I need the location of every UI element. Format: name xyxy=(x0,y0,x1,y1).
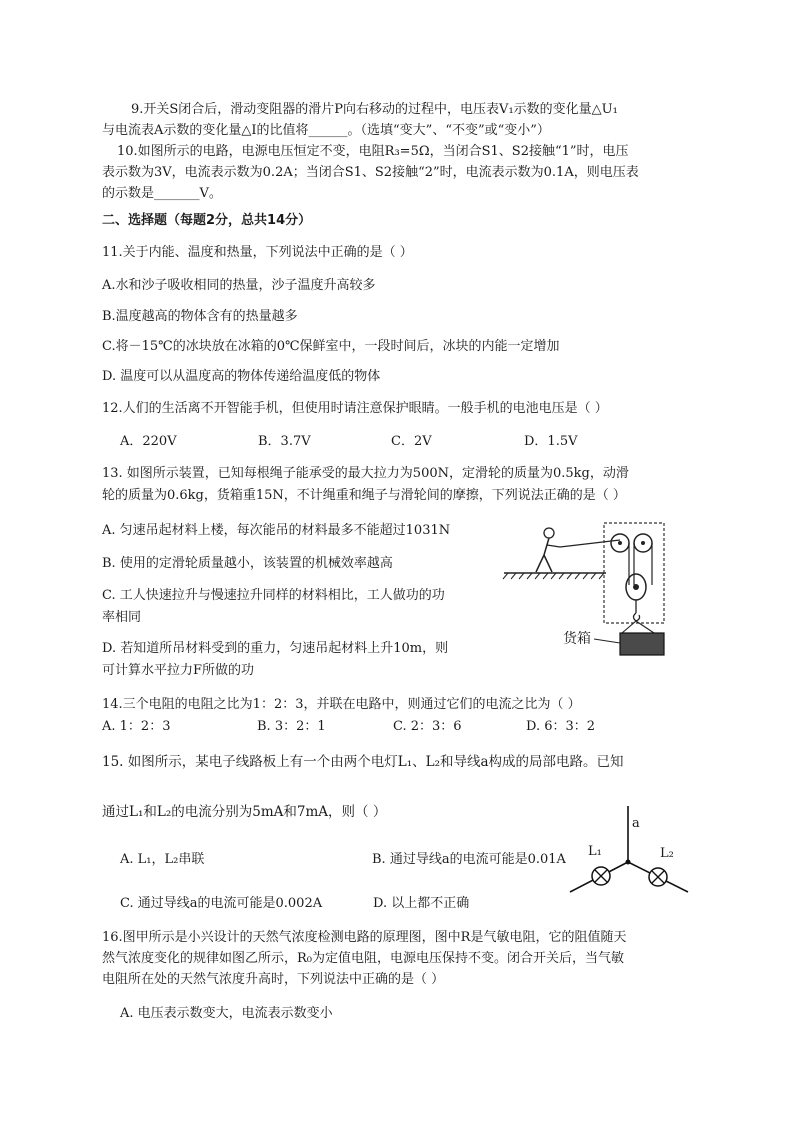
q15-option-b: B. 通过导线a的电流可能是0.01A xyxy=(372,852,566,867)
wire-a-label: a xyxy=(632,816,640,831)
q11-option-c: C.将－15℃的冰块放在冰箱的0℃保鲜室中，一段时间后，冰块的内能一定增加 xyxy=(102,339,560,354)
cargo-box-label: 货箱 xyxy=(563,631,591,647)
lamp-l1-label: L₁ xyxy=(588,844,602,859)
q12-stem: 12.人们的生活离不开智能手机，但使用时请注意保护眼睛。一般手机的电池电压是（ ） xyxy=(102,401,608,416)
q13-option-b: B. 使用的定滑轮质量越小，该装置的机械效率越高 xyxy=(102,556,393,571)
q16-line-2: 然气浓度变化的规律如图乙所示，R₀为定值电阻，电源电压保持不变。闭合开关后，当气敏 xyxy=(102,951,625,966)
q9-line-2: 与电流表A示数的变化量△I的比值将______。（选填“变大”、“不变”或“变小”） xyxy=(102,123,550,138)
q12-option-a: A．220V xyxy=(120,434,177,449)
q13-line-2: 轮的质量为0.6kg，货箱重15N，不计绳重和绳子与滑轮间的摩擦，下列说法正确的是（ ） xyxy=(102,488,626,503)
q14-option-c: C. 2：3：6 xyxy=(393,719,462,734)
q14-option-d: D. 6：3：2 xyxy=(526,719,596,734)
q15-line-2: 通过L₁和L₂的电流分别为5mA和7mA，则（ ） xyxy=(102,804,387,820)
q13-option-a: A. 匀速吊起材料上楼，每次能吊的材料最多不能超过1031N xyxy=(102,523,451,538)
pulley-diagram xyxy=(498,515,698,665)
q13-option-d-line-2: 可计算水平拉力F所做的功 xyxy=(102,663,255,678)
lamp-l2-label: L₂ xyxy=(660,846,674,861)
q13-option-c-line-2: 率相同 xyxy=(102,610,142,625)
q13-option-d-line-1: D. 若知道所吊材料受到的重力，匀速吊起材料上升10m，则 xyxy=(102,641,449,656)
q11-option-a: A.水和沙子吸收相同的热量，沙子温度升高较多 xyxy=(102,278,376,293)
q11-stem: 11.关于内能、温度和热量，下列说法中正确的是（ ） xyxy=(102,245,413,260)
q10-line-3: 的示数是_______V。 xyxy=(102,186,222,201)
q16-option-a: A. 电压表示数变大，电流表示数变小 xyxy=(120,1006,333,1021)
q14-option-b: B. 3：2：1 xyxy=(257,719,326,734)
section-2-heading: 二、选择题（每题2分，总共14分） xyxy=(102,213,312,228)
q16-line-1: 16.图甲所示是小兴设计的天然气浓度检测电路的原理图，图中R是气敏电阻，它的阻值随天 xyxy=(102,930,627,945)
q15-option-a: A. L₁，L₂串联 xyxy=(120,852,205,867)
q13-line-1: 13. 如图所示装置，已知每根绳子能承受的最大拉力为500N，定滑轮的质量为0.5kg，动滑 xyxy=(102,466,629,481)
pulley-figure xyxy=(498,515,698,665)
q14-stem: 14.三个电阻的电阻之比为1：2：3，并联在电路中，则通过它们的电流之比为（ ） xyxy=(102,697,581,712)
q16-line-3: 电阻所在处的天然气浓度升高时，下列说法中正确的是（ ） xyxy=(102,972,445,987)
q15-option-d: D. 以上都不正确 xyxy=(373,896,470,911)
q9-line-1: 9.开关S闭合后，滑动变阻器的滑片P向右移动的过程中，电压表V₁示数的变化量△U₁ xyxy=(131,102,618,117)
q14-option-a: A. 1：2：3 xyxy=(102,719,171,734)
q13-option-c-line-1: C. 工人快速拉升与慢速拉升同样的材料相比，工人做功的功 xyxy=(102,588,445,603)
q11-option-b: B.温度越高的物体含有的热量越多 xyxy=(102,309,298,324)
q12-option-b: B．3.7V xyxy=(258,434,311,449)
q12-option-c: C．2V xyxy=(391,434,432,449)
q15-option-c: C. 通过导线a的电流可能是0.002A xyxy=(120,896,323,911)
q15-line-1: 15. 如图所示，某电子线路板上有一个由两个电灯L₁、L₂和导线a构成的局部电路。已知 xyxy=(102,754,624,770)
q10-line-1: 10.如图所示的电路，电源电压恒定不变，电阻R₃=5Ω，当闭合S1、S2接触“1”时，电压 xyxy=(117,144,629,159)
q10-line-2: 表示数为3V，电流表示数为0.2A；当闭合S1、S2接触“2”时，电流表示数为0.1A，则电压表 xyxy=(102,165,639,180)
q11-option-d: D. 温度可以从温度高的物体传递给温度低的物体 xyxy=(102,369,381,384)
q12-option-d: D．1.5V xyxy=(524,434,578,449)
